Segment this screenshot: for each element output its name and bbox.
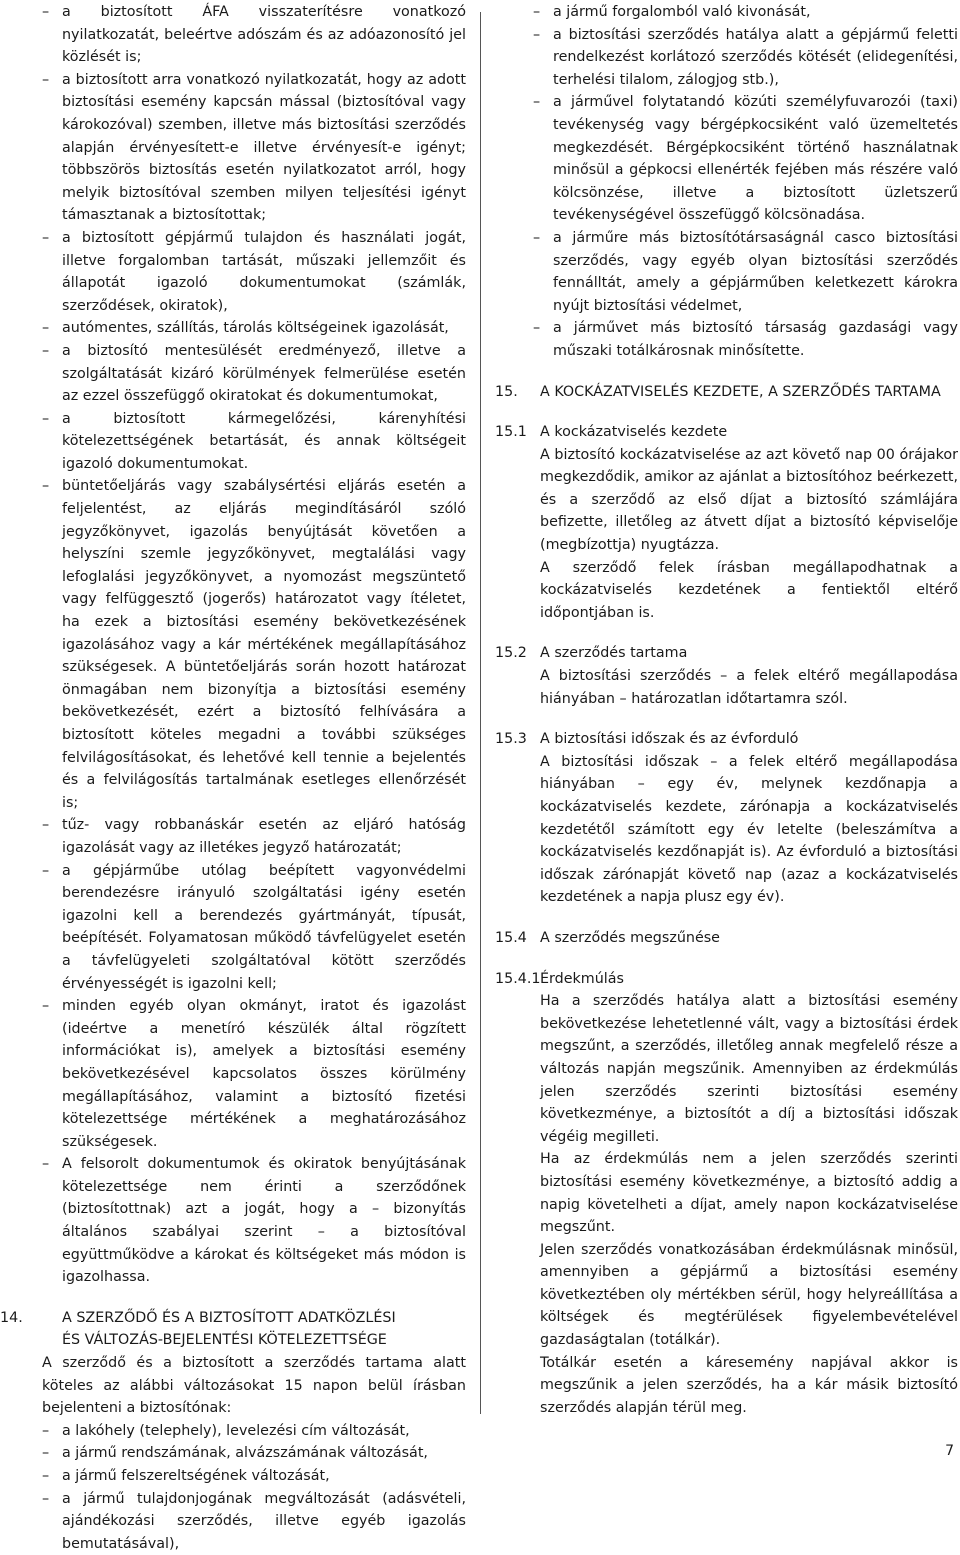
list-item: – a biztosított kármegelőzési, kárenyhítési kötelezettségének betartását, és annak költségeit igazoló dokumentumokat. bbox=[42, 408, 466, 476]
subsection-title: A kockázatviselés kezdete bbox=[540, 424, 728, 441]
paragraph: Jelen szerződés vonatkozásában érdekmúlásnak minősül, amennyiben a gépjármű a biztosítási esemény következtében oly mértékben sérül, hogy helyreállítása a költségek és megtérülések figyelembevételével gazdaságtalan (totálkár). bbox=[540, 1241, 958, 1349]
list-item: – a biztosított arra vonatkozó nyilatkozatát, hogy az adott biztosítási esemény kapcsán mással (biztosítóval vagy károkozóval) szemben, illetve más biztosítási szerződés alapján érvényesített-e illetve érvényesít-e igényt; többszörös biztosítás esetén nyilatkozatot arról, hogy melyik biztosítóval szemben milyen teljesítési igényt támasztanak a biztosítottak; bbox=[42, 69, 466, 227]
list-item: – a lakóhely (telephely), levelezési cím változását, bbox=[42, 1420, 466, 1443]
paragraph: A biztosító kockázatviselése az azt követő nap 00 órájakor megkezdődik, amikor az ajánlat a biztosítóhoz beérkezett, és a szerződő az első díjat a biztosító számlájára befizette, illetőleg az átvett díjat a biztosító képviselője (megbízottja) nyugtázza. bbox=[540, 446, 958, 554]
right-column bbox=[495, 1, 958, 1419]
section-intro: A szerződő és a biztosított a szerződés tartama alatt köteles az alábbi változásokat 15 napon belül írásban bejelenteni a biztosítónak: bbox=[42, 1355, 466, 1417]
subsection-number: 15.2 bbox=[495, 645, 527, 662]
section-number: 15. bbox=[495, 383, 518, 400]
subsection-15-2 bbox=[495, 642, 958, 710]
list-item: – a biztosított ÁFA visszaterítésre vonatkozó nyilatkozatát, beleértve adószám és az adóazonosító jel közlését is; bbox=[42, 1, 466, 69]
list-item: – minden egyéb olyan okmányt, iratot és igazolást (ideértve a menetíró készülék által rögzített információkat is), amelyek a biztosítási esemény bekövetkezésével kapcsolatos összes körülmény megállapításához, valamint a biztosító fizetési kötelezettsége mértékének a meghatározásához szükségesek. bbox=[42, 995, 466, 1153]
list-item: – tűz- vagy robbanáskár esetén az eljáró hatóság igazolását vagy az illetékes jegyző határozatát; bbox=[42, 814, 466, 859]
paragraph: Ha a szerződés hatálya alatt a biztosítási esemény bekövetkezése lehetetlenné vált, vagy a biztosítási érdek megszűnt, a szerződés, illetőleg annak megfelelő része a változás napján megszűnik. Amennyiben az érdekmúlás jelen szerződés szerinti biztosítási esemény következménye, a biztosítót a díj a biztosítási időszak végéig megilleti. bbox=[540, 993, 958, 1145]
subsection-title: A szerződés tartama bbox=[540, 645, 688, 662]
left-column bbox=[0, 1, 466, 1555]
list-item: – a jármű forgalomból való kivonását, bbox=[495, 1, 958, 24]
list-item: – a biztosító mentesülését eredményező, illetve a szolgáltatását kizáró körülmények felmerülése esetén az ezzel összefüggő okiratokat és dokumentumokat, bbox=[42, 340, 466, 408]
list-item: – a járműre más biztosítótársaságnál casco biztosítási szerződés, vagy egyéb olyan biztosítási szerződés fennálltát, amely a gépjárműben keletkezett károkra nyújt biztosítási védelmet, bbox=[495, 227, 958, 317]
section-14-heading bbox=[0, 1307, 466, 1352]
subsection-title: Érdekmúlás bbox=[540, 970, 624, 987]
list-item: – a biztosítási szerződés hatálya alatt a gépjármű feletti rendelkezést korlátozó szerződés kötését (elidegenítési, terhelési tilalom, zálogjog stb.), bbox=[495, 24, 958, 92]
paragraph: A biztosítási szerződés – a felek eltérő megállapodása hiányában – határozatlan időtartamra szól. bbox=[540, 668, 958, 707]
section-title: A KOCKÁZATVISELÉS KEZDETE, A SZERZŐDÉS TARTAMA bbox=[540, 383, 941, 400]
list-item: – büntetőeljárás vagy szabálysértési eljárás esetén a feljelentést, az eljárás megindításáról szóló jegyzőkönyvet, igazolás benyújtását követően a helyszíni szemle jegyzőkönyvet, megtalálási vagy lefoglalási jegyzőkönyvet, a nyomozást megszüntető vagy felfüggesztő (jogerős) határozatot vagy ítéletet, ha ezek a biztosítási esemény bekövetkezésének igazolásához vagy a kár mértékének megállapításához szükségesek. A büntetőeljárás során hozott határozat önmagában nem bizonyítja a biztosítási esemény bekövetkezését, ezért a biztosító felhívására a biztosított köteles megadni a további szükséges felvilágosításokat, és lehetővé kell tennie a bejelentés és a felvilágosítás tartalmának esetleges ellenőrzését is; bbox=[42, 475, 466, 814]
section-title: ÉS VÁLTOZÁS-BEJELENTÉSI KÖTELEZETTSÉGE bbox=[62, 1332, 387, 1349]
column-divider bbox=[480, 12, 481, 1414]
subsection-number: 15.4 bbox=[495, 929, 527, 946]
list-item: – a járművet más biztosító társaság gazdasági vagy műszaki totálkárosnak minősítette. bbox=[495, 317, 958, 362]
subsection-number: 15.4.1 bbox=[495, 970, 541, 987]
list-item: – autómentes, szállítás, tárolás költségeinek igazolását, bbox=[42, 317, 466, 340]
section-number: 14. bbox=[0, 1309, 23, 1326]
subsection-15-1 bbox=[495, 421, 958, 624]
list-item: – a jármű tulajdonjogának megváltozását (adásvételi, ajándékozási szerződés, illetve egyéb igazolás bemutatásával), bbox=[42, 1488, 466, 1555]
subsection-number: 15.3 bbox=[495, 731, 527, 748]
list-item: – a gépjárműbe utólag beépített vagyonvédelmi berendezésre irányuló szolgáltatási igény esetén igazolni kell a berendezés gyártmányát, típusát, beépítését. Folyamatosan működő távfelügyelet esetén a távfelügyeleti szolgáltatóval kötött szerződés érvényességét is igazolni kell; bbox=[42, 860, 466, 996]
paragraph: A biztosítási időszak – a felek eltérő megállapodása hiányában – egy év, melynek kezdőnapja a kockázatviselés kezdete, zárónapja a kockázatviselés kezdetétől számított egy év letelte (beleszámítva a kockázatviselés kezdőnapját is). Az évforduló a biztosítási időszak zárónapját követő nap (azaz a kockázatviselés kezdetének a napja plusz egy év). bbox=[540, 753, 958, 906]
section-title: A SZERZŐDŐ ÉS A BIZTOSÍTOTT ADATKÖZLÉSI bbox=[62, 1309, 396, 1326]
subsection-15-3 bbox=[495, 728, 958, 909]
subsection-title: A biztosítási időszak és az évforduló bbox=[540, 731, 799, 748]
subsection-15-4-1 bbox=[495, 968, 958, 1420]
section-15-heading bbox=[495, 381, 958, 404]
paragraph: Ha az érdekmúlás nem a jelen szerződés szerinti biztosítási esemény következménye, a biztosító addig a napig követelheti a díjat, amely napon kockázatviselése megszűnt. bbox=[540, 1151, 958, 1236]
subsection-15-4 bbox=[495, 927, 958, 950]
list-item: – a járművel folytatandó közúti személyfuvarozói (taxi) tevékenység vagy bérgépkocsiként való üzemeltetés megkezdését. Bérgépkocsiként történő használatnak minősül a gépkocsi ellenérték fejében más részére való kölcsönzése, illetve a biztosított üzletszerű tevékenységével összefüggő kölcsönadása. bbox=[495, 91, 958, 227]
list-item: – a jármű felszereltségének változását, bbox=[42, 1465, 466, 1488]
list-item: – A felsorolt dokumentumok és okiratok benyújtásának kötelezettsége nem érinti a szerződőnek (biztosítottnak) azt a jogát, hogy a – bizonyítás általános szabályai szerint – a biztosítóval együttműködve a károkat és költségeket más módon is igazolhassa. bbox=[42, 1153, 466, 1289]
paragraph: A szerződő felek írásban megállapodhatnak a kockázatviselés kezdetének a fentiektől eltérő időpontjában is. bbox=[540, 559, 958, 621]
page-number: 7 bbox=[945, 1443, 954, 1460]
subsection-title: A szerződés megszűnése bbox=[540, 929, 720, 946]
subsection-number: 15.1 bbox=[495, 424, 527, 441]
list-item: – a biztosított gépjármű tulajdon és használati jogát, illetve forgalomban tartását, műszaki jellemzőit és állapotát igazoló dokumentumokat (számlák, szerződések, okiratok), bbox=[42, 227, 466, 317]
list-item: – a jármű rendszámának, alvázszámának változását, bbox=[42, 1442, 466, 1465]
paragraph: Totálkár esetén a káresemény napjával akkor is megszűnik a jelen szerződés, ha a kár másik biztosító szerződés alapján térül meg. bbox=[540, 1354, 958, 1416]
